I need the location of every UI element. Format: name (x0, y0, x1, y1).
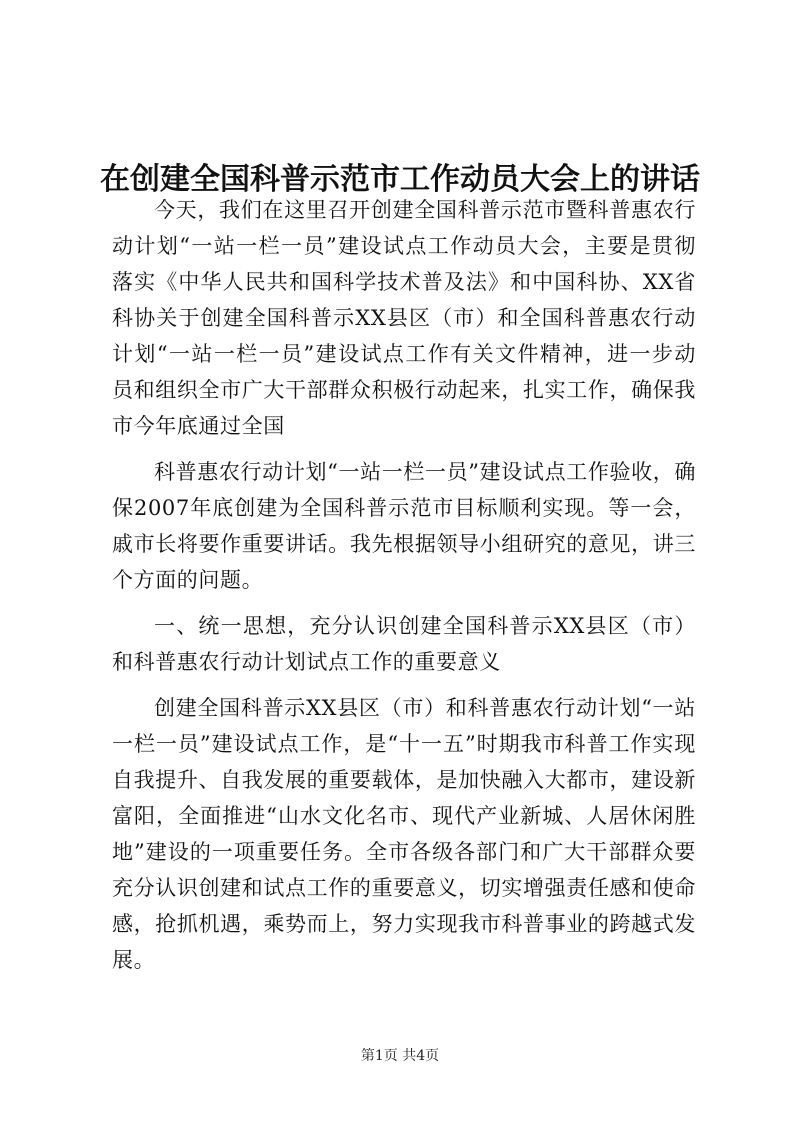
document-body (112, 192, 696, 978)
page-number-footer: 第1页 共4页 (360, 1048, 440, 1064)
paragraph-2: 科普惠农行动计划“一站一栏一员”建设试点工作验收，确保2007年底创建为全国科普示范市目标顺利实现。等一会，戚市长将要作重要讲话。我先根据领导小组研究的意见，讲三个方面的问题。 (112, 460, 696, 592)
paragraph-3: 创建全国科普示XX县区（市）和科普惠农行动计划“一站一栏一员”建设试点工作，是“十一五”时期我市科普工作实现自我提升、自我发展的重要载体，是加快融入大都市，建设新富阳，全面推进“山水文化名市、现代产业新城、人居休闲胜地”建设的一项重要任务。全市各级各部门和广大干部群众要充分认识创建和试点工作的重要意义，切实增强责任感和使命感，抢抓机遇，乘势而上，努力实现我市科普事业的跨越式发展。 (112, 696, 696, 972)
document-title: 在创建全国科普示范市工作动员大会上的讲话 (100, 162, 700, 198)
paragraph-1: 今天，我们在这里召开创建全国科普示范市暨科普惠农行动计划“一站一栏一员”建设试点工作动员大会，主要是贯彻落实《中华人民共和国科学技术普及法》和中国科协、XX省科协关于创建全国科普示XX县区（市）和全国科普惠农行动计划“一站一栏一员”建设试点工作有关文件精神，进一步动员和组织全市广大干部群众积极行动起来，扎实工作，确保我市今年底通过全国 (112, 198, 696, 438)
section-heading-1: 一、统一思想，充分认识创建全国科普示XX县区（市）和科普惠农行动计划试点工作的重要意义 (112, 614, 696, 674)
